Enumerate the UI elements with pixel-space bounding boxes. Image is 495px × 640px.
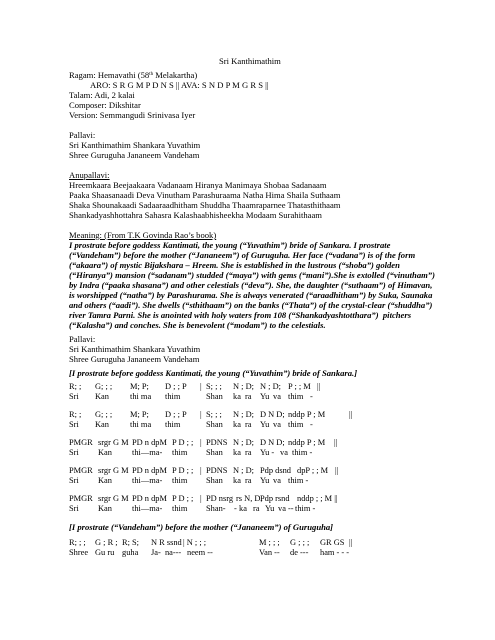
ragam-suffix: Melakartha) <box>153 70 198 80</box>
meaning-line: is worshipped (“natha”) by Parashurama. She is always venerated (“araadhitham”) by Suka, Saunaka <box>69 290 433 300</box>
notation-cell: thim - <box>292 448 313 457</box>
notation-cell: PDNS <box>206 466 228 475</box>
notation-cell: D N D; <box>260 438 285 447</box>
notation-cell: thi ma <box>130 420 152 429</box>
notation-cell: Kan <box>95 392 109 401</box>
notation-cell: M; P; <box>130 382 149 391</box>
notation-cell: ra <box>245 420 252 429</box>
notation-cell: Sri <box>69 476 79 485</box>
notation-cell: || <box>335 466 339 475</box>
notation-cell: Kan <box>98 504 112 513</box>
notation-cell: Shan <box>206 392 223 401</box>
notation-cell: ham - - - <box>320 548 350 557</box>
notation-cell: va <box>273 420 281 429</box>
notation-cell: R; ; <box>69 382 82 391</box>
notation-cell: N ; D; <box>233 438 254 447</box>
notation-cell: srgr G M <box>98 438 129 447</box>
notation-cell: thi—ma- <box>132 448 163 457</box>
notation-cell: thim <box>288 420 304 429</box>
notation-cell: P D ; ; <box>172 494 194 503</box>
composer-line: Composer: Dikshitar <box>69 100 141 110</box>
notation-cell: - <box>234 504 237 513</box>
notation-cell: GR GS <box>320 538 345 547</box>
meaning-line: river Tamra Parni. She is anointed with holy waters from 108 (“Shankadyashtotthara”) pitchers <box>69 310 412 320</box>
notation-cell: PD nsrg <box>206 494 234 503</box>
notation-cell: | <box>200 410 202 419</box>
meaning-line: (“Kalasha”) and conches. She is benevolent (“modam”) to the celestials. <box>69 320 326 330</box>
notation-cell: PMGR <box>69 466 93 475</box>
notation-cell: thim <box>165 392 181 401</box>
notation-cell: Sri <box>69 392 79 401</box>
notation-cell: rs N, D, <box>236 494 263 503</box>
page-title: Sri Kanthimathim <box>219 56 281 66</box>
notation-cell: Kan <box>98 448 112 457</box>
notation-cell: D N D; <box>260 410 285 419</box>
notation-cell: nddp ; ; M || <box>297 494 338 503</box>
meaning-heading: Meaning: (From T.K Govinda Rao’s book) <box>69 230 217 240</box>
ragam-superscript: th <box>149 72 154 77</box>
notation-cell: ka <box>239 504 247 513</box>
notation-cell: D ; ; P <box>165 410 187 419</box>
notation-cell: Shan <box>206 476 223 485</box>
pallavi-heading: Pallavi: <box>69 130 96 140</box>
notation-cell: Shan <box>206 448 223 457</box>
notation-cell: PD n dpM <box>132 466 167 475</box>
notation-cell: Kan <box>98 476 112 485</box>
pallavi2-line: Shree Guruguha Jananeem Vandeham <box>69 354 200 364</box>
notation-cell: PD n dpM <box>132 494 167 503</box>
notation-cell: va <box>273 476 281 485</box>
notation-cell: va -- <box>278 504 294 513</box>
notation-cell: | <box>200 382 202 391</box>
notation-cell: || <box>317 382 321 391</box>
notation-cell: R; S; <box>122 538 139 547</box>
notation-cell: thim <box>172 448 188 457</box>
notation-cell: ra <box>245 392 252 401</box>
notation-cell: thim <box>172 476 188 485</box>
notation-cell: G; ; ; <box>95 410 113 419</box>
pallavi2-line: Sri Kanthimathim Shankara Yuvathim <box>69 344 201 354</box>
notation-cell: Yu <box>265 504 275 513</box>
notation-cell: PMGR <box>69 438 93 447</box>
notation-cell: srgr G M <box>98 466 129 475</box>
ragam-line <box>69 70 197 80</box>
meaning-line: by Indra (“paaka shasana”) and other celestials (“deva”). She, the daughter (“suthaam”) of Himavan, <box>69 280 433 290</box>
notation-cell: P ; ; M <box>288 382 311 391</box>
notation-cell: ka <box>233 476 241 485</box>
notation-cell: S; ; ; <box>206 410 222 419</box>
notation-cell: M ; ; ; <box>259 538 280 547</box>
notation-cell: Van -- <box>259 548 280 557</box>
notation-cell: - <box>310 420 313 429</box>
notation-cell: Yu <box>260 392 270 401</box>
notation-cell: guha <box>122 548 139 557</box>
pallavi-line: Sri Kanthimathim Shankara Yuvathim <box>69 140 201 150</box>
notation-cell: ra <box>245 476 252 485</box>
notation-cell: Yu <box>260 476 270 485</box>
notation-cell: Shan- <box>206 504 226 513</box>
notation-cell: Kan <box>95 420 109 429</box>
ragam-text: Ragam: Hemavathi (58 <box>69 70 150 80</box>
notation-cell: Pdp rsnd <box>260 494 290 503</box>
notation-cell: S; ; ; <box>206 382 222 391</box>
notation-cell: || <box>349 410 353 419</box>
notation-cell: thi—ma- <box>132 504 163 513</box>
notation-cell: | <box>200 438 202 447</box>
notation-cell: R; ; ; <box>69 538 86 547</box>
version-line: Version: Semmangudi Srinivasa Iyer <box>69 110 196 120</box>
anupallavi-line: Shankadyashhottahra Sahasra Kalashaabhisheekha Modaam Surahithaam <box>69 210 322 220</box>
meaning-line: I prostrate before goddess Kantimati, the young (“Yuvathim”) bride of Sankara. I prostrate <box>69 240 391 250</box>
notation-cell: G ; R ; <box>95 538 118 547</box>
section-title-2: [I prostrate (“Vandeham”) before the mother (“Jananeem”) of Guruguha] <box>69 522 334 532</box>
notation-cell: Pdp dsnd <box>260 466 291 475</box>
notation-cell: Gu ru <box>95 548 115 557</box>
meaning-line: (“Hiranya”) mansion (“sadanam”) studded (“maya”) with gems (“mani”).She is extolled (“vinutham”) <box>69 270 435 280</box>
notation-cell: srgr G M <box>98 494 129 503</box>
notation-cell: dpP ; ; M <box>297 466 329 475</box>
notation-cell: ka <box>233 420 241 429</box>
notation-cell: Yu - <box>260 448 275 457</box>
notation-cell: D ; ; P <box>165 382 187 391</box>
notation-cell: G; ; ; <box>95 382 113 391</box>
meaning-line: (“akaara”) of mystic Bijakshara – Hreem. She is established in the lustrous (“shoba”) golden <box>69 260 400 270</box>
notation-cell: ka <box>233 392 241 401</box>
anupallavi-line: Hreemkaara Beejaakaara Vadanaam Hiranya Manimaya Shobaa Sadanaam <box>69 180 327 190</box>
notation-cell: N ; D; <box>233 466 254 475</box>
anupallavi-line: Shaka Shounakaadi Sadaaraadhitham Shuddha Thaamraparnee Thatasthithaam <box>69 200 341 210</box>
notation-cell: Shree <box>69 548 89 557</box>
notation-cell: P D ; ; <box>172 466 194 475</box>
notation-cell: N ; D; <box>233 410 254 419</box>
notation-cell: ra <box>253 504 260 513</box>
talam-line: Talam: Adi, 2 kalai <box>69 90 135 100</box>
notation-cell: thim - <box>288 476 309 485</box>
notation-cell: Sri <box>69 420 79 429</box>
notation-cell: || <box>349 538 353 547</box>
notation-cell: va <box>280 448 288 457</box>
notation-cell: Shan <box>206 420 223 429</box>
notation-cell: nddp P ; M <box>288 410 326 419</box>
notation-cell: de --- <box>290 548 309 557</box>
notation-cell: || <box>334 438 338 447</box>
notation-cell: nddp P ; M <box>288 438 326 447</box>
notation-cell: M; P; <box>130 410 149 419</box>
notation-cell: G ; ; ; <box>290 538 310 547</box>
notation-cell: R; ; <box>69 410 82 419</box>
anupallavi-heading: Anupallavi: <box>69 170 110 180</box>
section-title-1: [I prostrate before goddess Kantimati, the young (“Yuvathim”) bride of Sankara.] <box>69 368 358 378</box>
notation-cell: - <box>310 392 313 401</box>
anupallavi-line: Paaka Shaasanaadi Deva Vinutham Parashuraama Natha Hima Shaila Suthaam <box>69 190 341 200</box>
aro-ava-line: ARO: S R G M P D N S || AVA: S N D P M G R S || <box>90 80 269 90</box>
meaning-line: and others (“aadi”). She dwells (“sthithaam”) on the banks (“Thata”) of the crystal-clear (“shuddha”) <box>69 300 433 310</box>
notation-cell: N ; D; <box>233 382 254 391</box>
notation-cell: PMGR <box>69 494 93 503</box>
notation-cell: thi—ma- <box>132 476 163 485</box>
notation-cell: Sri <box>69 448 79 457</box>
pallavi-line: Shree Guruguha Jananeem Vandeham <box>69 150 200 160</box>
notation-cell: va <box>273 392 281 401</box>
notation-cell: Ja- na--- <box>151 548 182 557</box>
notation-cell: thim <box>288 392 304 401</box>
notation-cell: Yu <box>260 420 270 429</box>
meaning-line: (“Vandeham”) before the mother (“Jananeem”) of Guruguha. Her face (“vadana”) is of the form <box>69 250 416 260</box>
notation-cell: P D ; ; <box>172 438 194 447</box>
notation-cell: neem -- <box>187 548 213 557</box>
notation-cell: PDNS <box>206 438 228 447</box>
notation-cell: thim - <box>295 504 316 513</box>
notation-cell: thim <box>172 504 188 513</box>
notation-cell: | <box>200 466 202 475</box>
notation-cell: N ; D; <box>260 382 281 391</box>
notation-cell: N R ssnd <box>151 538 182 547</box>
notation-cell: ka <box>233 448 241 457</box>
notation-cell: | N ; ; ; <box>183 538 207 547</box>
notation-cell: | <box>200 494 202 503</box>
pallavi2-heading: Pallavi: <box>69 334 96 344</box>
notation-cell: ra <box>245 448 252 457</box>
notation-cell: Sri <box>69 504 79 513</box>
notation-cell: thim <box>165 420 181 429</box>
notation-cell: PD n dpM <box>132 438 167 447</box>
notation-cell: thi ma <box>130 392 152 401</box>
